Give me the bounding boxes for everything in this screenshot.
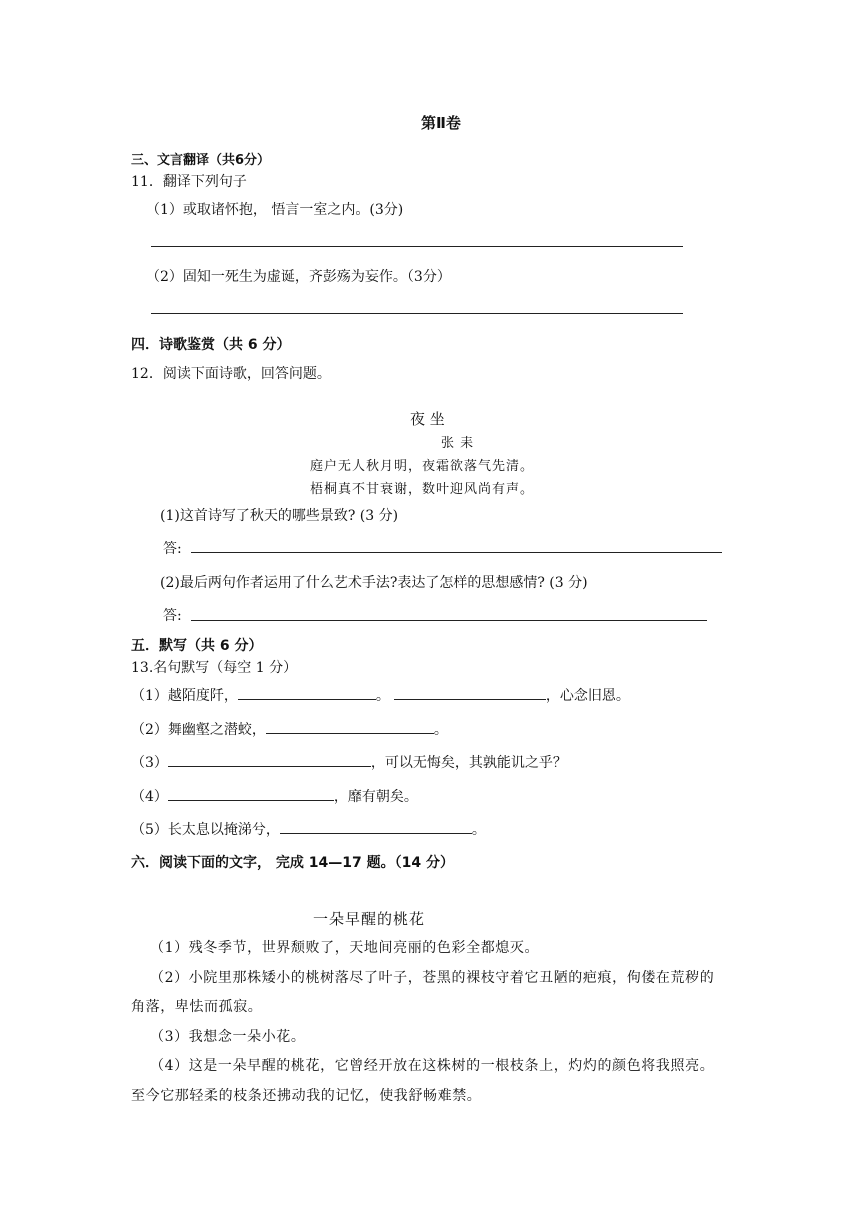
question-12-1: (1)这首诗写了秋天的哪些景致? (3 分)	[160, 508, 399, 524]
recitation-3-prefix: （3）	[131, 755, 168, 771]
answer-label-12-2: 答:	[163, 608, 182, 624]
blank-4[interactable]	[168, 786, 334, 801]
blank-1b[interactable]	[394, 685, 546, 700]
essay-paragraph-2-line-1: （2）小院里那株矮小的桃树落尽了叶子，苍黑的裸枝守着它丑陋的疤痕，佝偻在荒秽的	[150, 970, 715, 986]
section-4-heading: 四．诗歌鉴赏（共 6 分）	[131, 337, 291, 353]
section-6-heading: 六．阅读下面的文字， 完成 14—17 题。（14 分）	[131, 855, 454, 871]
blank-2[interactable]	[266, 719, 434, 734]
essay-paragraph-4-line-1: （4）这是一朵早醒的桃花，它曾经开放在这株树的一根枝条上，灼灼的颜色将我照亮。	[150, 1058, 715, 1074]
answer-line-12-2[interactable]	[191, 620, 707, 621]
blank-3[interactable]	[168, 752, 371, 767]
recitation-line-5	[131, 819, 486, 839]
recitation-1-mid: 。	[375, 688, 390, 704]
question-11-1: （1）或取诸怀抱， 悟言一室之内。(3分)	[146, 202, 404, 218]
section-3-title: 文言翻译（共6分）	[157, 153, 271, 168]
recitation-line-4	[131, 786, 418, 806]
answer-label-12-1: 答:	[163, 541, 182, 557]
poem-line-1: 庭户无人秋月明，夜霜欲落气先清。	[310, 459, 535, 474]
answer-line-11-2[interactable]	[151, 313, 683, 314]
recitation-2-suffix: 。	[433, 722, 448, 738]
essay-paragraph-2-line-2: 角落，卑怯而孤寂。	[131, 999, 263, 1015]
recitation-3-suffix: ，可以无悔矣，其孰能讥之乎？	[370, 755, 567, 771]
question-12: 12．阅读下面诗歌，回答问题。	[131, 366, 331, 382]
poem-author: 张 耒	[441, 436, 475, 451]
poem-title: 夜 坐	[410, 410, 445, 428]
essay-paragraph-1: （1）残冬季节，世界颓败了，天地间亮丽的色彩全都熄灭。	[150, 940, 540, 956]
recitation-line-1	[131, 685, 630, 705]
essay-paragraph-4-line-2: 至今它那轻柔的枝条还拂动我的记忆，使我舒畅难禁。	[131, 1088, 482, 1104]
recitation-1-prefix: （1）越陌度阡，	[131, 688, 238, 704]
question-11: 11．翻译下列句子	[131, 174, 247, 190]
essay-title: 一朵早醒的桃花	[313, 910, 426, 928]
question-11-2: （2）固知一死生为虚诞，齐彭殇为妄作。（3分）	[146, 269, 451, 285]
section-3-number: 三、	[131, 153, 158, 168]
recitation-5-prefix: （5）长太息以掩涕兮，	[131, 822, 280, 838]
recitation-2-prefix: （2）舞幽壑之潜蛟，	[131, 722, 266, 738]
section-5-heading: 五．默写（共 6 分）	[131, 638, 263, 654]
answer-line-12-1[interactable]	[191, 552, 722, 553]
recitation-line-2	[131, 719, 448, 739]
recitation-1-suffix: ，心念旧恩。	[545, 688, 630, 704]
page-title: 第Ⅱ卷	[421, 114, 461, 132]
recitation-5-suffix: 。	[471, 822, 486, 838]
question-12-2: (2)最后两句作者运用了什么艺术手法?表达了怎样的思想感情? (3 分)	[160, 575, 588, 591]
essay-paragraph-3: （3）我想念一朵小花。	[150, 1029, 306, 1045]
recitation-4-suffix: ，靡有朝矣。	[333, 789, 418, 805]
question-13: 13.名句默写（每空 1 分）	[131, 660, 298, 676]
recitation-4-prefix: （4）	[131, 789, 168, 805]
answer-line-11-1[interactable]	[151, 246, 683, 247]
recitation-line-3	[131, 752, 567, 772]
poem-line-2: 梧桐真不甘衰谢，数叶迎风尚有声。	[310, 482, 535, 497]
section-3-heading	[131, 149, 270, 168]
blank-1a[interactable]	[238, 685, 376, 700]
blank-5[interactable]	[280, 819, 472, 834]
